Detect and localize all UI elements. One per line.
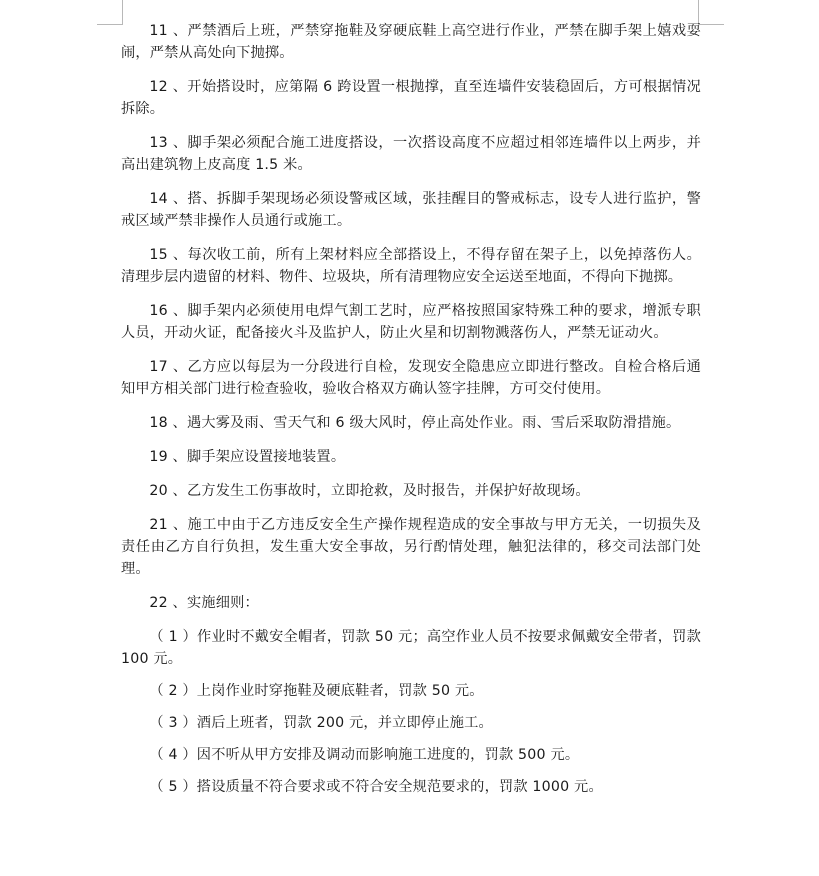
rule-item-2: （ 2 ）上岗作业时穿拖鞋及硬底鞋者，罚款 50 元。 bbox=[149, 683, 484, 699]
rule-item-4: （ 4 ）因不听从甲方安排及调动而影响施工进度的，罚款 500 元。 bbox=[149, 747, 580, 763]
page-corner-mark-right bbox=[698, 0, 724, 25]
paragraph-19: 19 、脚手架应设置接地装置。 bbox=[149, 449, 346, 465]
paragraph-12: 12 、开始搭设时，应第隔 6 跨设置一根抛撑，直至连墙件安装稳固后，方可根据情况拆除。 bbox=[121, 79, 701, 117]
paragraph-22: 22 、实施细则： bbox=[149, 595, 259, 611]
rule-item-3: （ 3 ）酒后上班者，罚款 200 元，并立即停止施工。 bbox=[149, 715, 493, 731]
paragraph-18: 18 、遇大雾及雨、雪天气和 6 级大风时，停止高处作业。雨、雪后采取防滑措施。 bbox=[149, 415, 681, 431]
paragraph-20: 20 、乙方发生工伤事故时，立即抢救，及时报告，并保护好故现场。 bbox=[149, 483, 590, 499]
paragraph-14: 14 、搭、拆脚手架现场必须设警戒区域，张挂醒目的警戒标志，设专人进行监护，警戒区域严禁非操作人员通行或施工。 bbox=[121, 191, 701, 229]
paragraph-15: 15 、每次收工前，所有上架材料应全部搭设上，不得存留在架子上，以免掉落伤人。清理步层内遗留的材料、物件、垃圾块，所有清理物应安全运送至地面，不得向下抛掷。 bbox=[121, 247, 701, 285]
rule-item-5: （ 5 ）搭设质量不符合要求或不符合安全规范要求的，罚款 1000 元。 bbox=[149, 779, 603, 795]
paragraph-13: 13 、脚手架必须配合施工进度搭设，一次搭设高度不应超过相邻连墙件以上两步，并高出建筑物上皮高度 1.5 米。 bbox=[121, 135, 701, 173]
rule-item-1: （ 1 ）作业时不戴安全帽者，罚款 50 元；高空作业人员不按要求佩戴安全带者，罚款 100 元。 bbox=[121, 629, 701, 667]
paragraph-11: 11 、严禁酒后上班，严禁穿拖鞋及穿硬底鞋上高空进行作业，严禁在脚手架上嬉戏耍闹，严禁从高处向下抛掷。 bbox=[121, 23, 701, 61]
paragraph-21: 21 、施工中由于乙方违反安全生产操作规程造成的安全事故与甲方无关，一切损失及责任由乙方自行负担，发生重大安全事故，另行酌情处理，触犯法律的，移交司法部门处理。 bbox=[121, 517, 701, 577]
paragraph-16: 16 、脚手架内必须使用电焊气割工艺时，应严格按照国家特殊工种的要求，增派专职人员，开动火证，配备接火斗及监护人，防止火星和切割物溅落伤人，严禁无证动火。 bbox=[121, 303, 701, 341]
page-corner-mark-left bbox=[97, 0, 123, 25]
document-body bbox=[121, 20, 701, 808]
paragraph-17: 17 、乙方应以每层为一分段进行自检，发现安全隐患应立即进行整改。自检合格后通知甲方相关部门进行检查验收，验收合格双方确认签字挂牌，方可交付使用。 bbox=[121, 359, 701, 397]
